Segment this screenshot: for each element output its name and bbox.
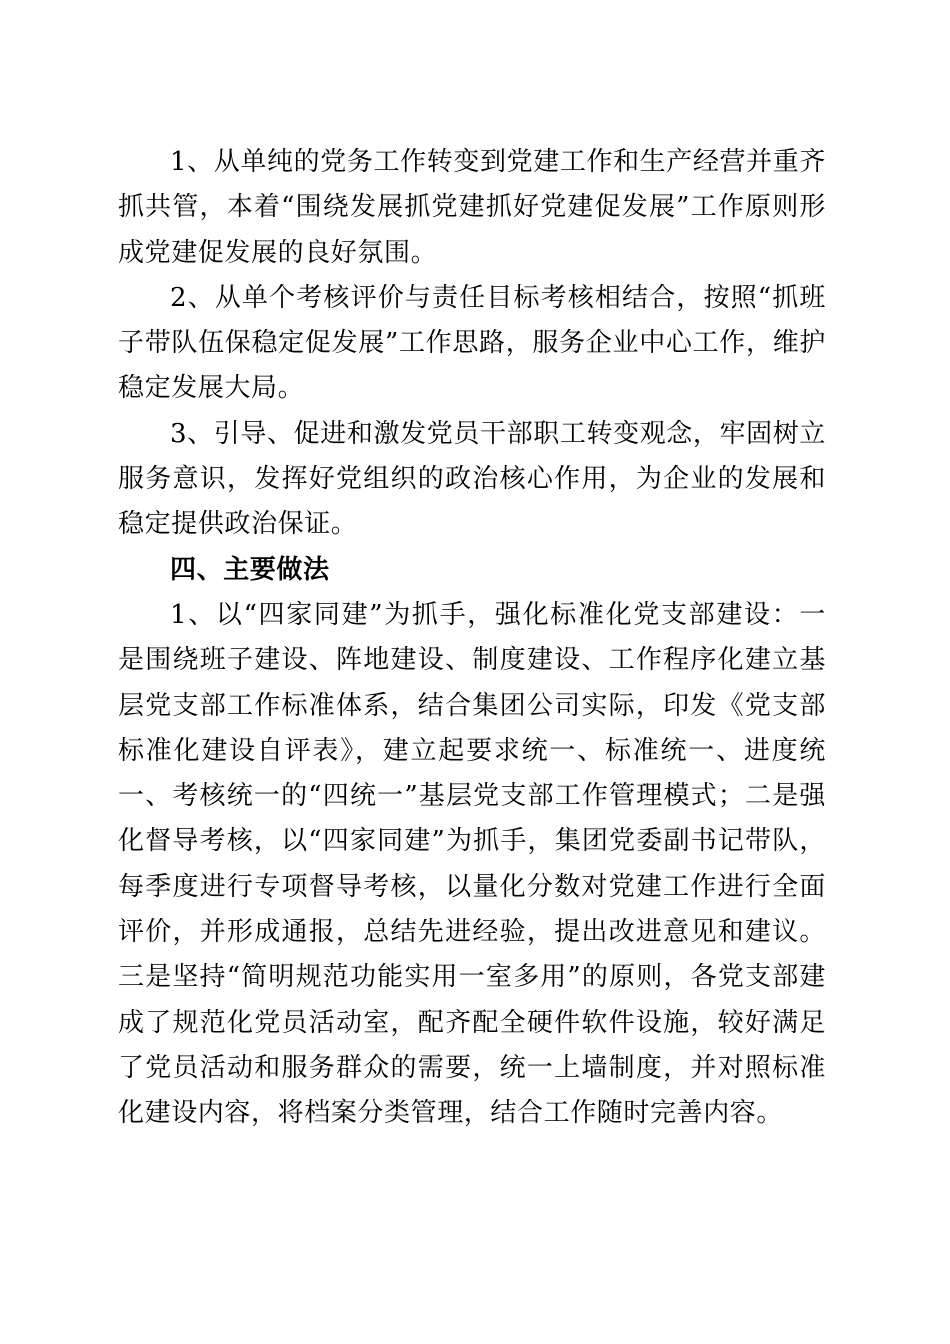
section-heading: 四、主要做法 bbox=[170, 554, 330, 585]
paragraph-goal-3: 3、引导、促进和激发党员干部职工转变观念，牢固树立服务意识，发挥好党组织的政治核心作用，为企业的发展和稳定提供政治保证。 bbox=[118, 418, 826, 540]
paragraph-practice-1: 1、以“四家同建”为抓手，强化标准化党支部建设：一是围绕班子建设、阵地建设、制度建设、工作程序化建立基层党支部工作标准体系，结合集团公司实际，印发《党支部标准化建设自评表》，建立起要求统一、标准统一、进度统一、考核统一的“四统一”基层党支部工作管理模式；二是强化督导考核，以“四家同建”为抓手，集团党委副书记带队，每季度进行专项督导考核，以量化分数对党建工作进行全面评价，并形成通报，总结先进经验，提出改进意见和建议。三是坚持“简明规范功能实用一室多用”的原则，各党支部建成了规范化党员活动室，配齐配全硬件软件设施，较好满足了党员活动和服务群众的需要，统一上墙制度，并对照标准化建设内容，将档案分类管理，结合工作随时完善内容。 bbox=[118, 599, 826, 1129]
paragraph-goal-2: 2、从单个考核评价与责任目标考核相结合，按照“抓班子带队伍保稳定促发展”工作思路，服务企业中心工作，维护稳定发展大局。 bbox=[118, 282, 826, 404]
paragraph-goal-1: 1、从单纯的党务工作转变到党建工作和生产经营并重齐抓共管，本着“围绕发展抓党建抓好党建促发展”工作原则形成党建促发展的良好氛围。 bbox=[118, 147, 826, 268]
document-body bbox=[118, 140, 826, 1137]
